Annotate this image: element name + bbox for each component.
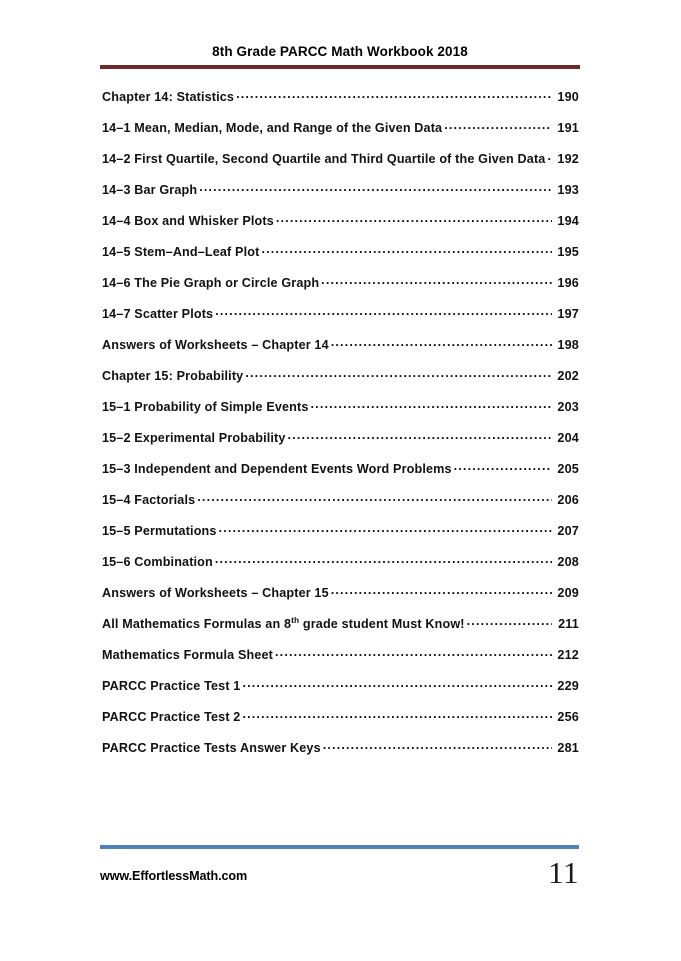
toc-entry-page-number: 193	[557, 182, 579, 197]
toc-entry-label: 15–6 Combination	[102, 554, 213, 569]
toc-entry-page-number: 211	[558, 616, 579, 631]
toc-entry-label: PARCC Practice Test 2	[102, 709, 241, 724]
toc-entry-label: Answers of Worksheets – Chapter 15	[102, 585, 329, 600]
toc-entry-page-number: 198	[557, 337, 579, 352]
toc-entry-page-number: 203	[557, 399, 579, 414]
toc-entry[interactable]	[102, 708, 579, 739]
toc-entry-page-number: 205	[557, 461, 579, 476]
toc-entry[interactable]	[102, 553, 579, 584]
toc-dot-leader	[467, 615, 552, 628]
toc-entry-label: 14–4 Box and Whisker Plots	[102, 213, 274, 228]
toc-entry-label: PARCC Practice Tests Answer Keys	[102, 740, 321, 755]
toc-dot-leader	[276, 212, 552, 225]
toc-entry-page-number: 192	[557, 151, 579, 166]
toc-entry-label: 15–4 Factorials	[102, 492, 196, 507]
toc-entry-label: 14–3 Bar Graph	[102, 182, 198, 197]
toc-dot-leader	[331, 584, 552, 597]
page-header	[100, 44, 580, 69]
toc-entry-label: 14–5 Stem–And–Leaf Plot	[102, 244, 260, 259]
toc-entry[interactable]	[102, 460, 579, 491]
toc-entry-page-number: 202	[557, 368, 579, 383]
toc-entry-label: 15–5 Permutations	[102, 523, 217, 538]
footer-row	[100, 855, 579, 895]
toc-dot-leader	[242, 708, 552, 721]
toc-dot-leader	[288, 429, 552, 442]
toc-entry[interactable]	[102, 212, 579, 243]
toc-dot-leader	[547, 150, 552, 163]
toc-entry-page-number: 191	[557, 120, 579, 135]
toc-entry-label: 14–1 Mean, Median, Mode, and Range of the Given Data	[102, 120, 443, 135]
toc-dot-leader	[197, 491, 552, 504]
footer-page-number: 11	[548, 855, 579, 890]
toc-entry-label: 15–2 Experimental Probability	[102, 430, 286, 445]
toc-entry-label: 14–7 Scatter Plots	[102, 306, 214, 321]
toc-entry[interactable]	[102, 739, 579, 770]
toc-entry-page-number: 197	[557, 306, 579, 321]
toc-dot-leader	[199, 181, 552, 194]
toc-entry-page-number: 281	[557, 740, 579, 755]
toc-entry-page-number: 194	[557, 213, 579, 228]
toc-entry-label: 15–1 Probability of Simple Events	[102, 399, 309, 414]
toc-dot-leader	[215, 305, 552, 318]
toc-entry[interactable]	[102, 615, 579, 646]
toc-dot-leader	[275, 646, 552, 659]
toc-entry-page-number: 208	[557, 554, 579, 569]
toc-entry[interactable]	[102, 150, 579, 181]
header-divider	[100, 65, 580, 69]
toc-dot-leader	[444, 119, 552, 132]
toc-entry-page-number: 206	[557, 492, 579, 507]
toc-entry-page-number: 212	[557, 647, 579, 662]
toc-dot-leader	[331, 336, 552, 349]
toc-entry-page-number: 196	[557, 275, 579, 290]
toc-entry-label: Chapter 14: Statistics	[102, 89, 235, 104]
toc-entry-page-number: 209	[557, 585, 579, 600]
toc-entry-label: PARCC Practice Test 1	[102, 678, 241, 693]
toc-entry[interactable]	[102, 491, 579, 522]
toc-dot-leader	[454, 460, 552, 473]
toc-entry[interactable]	[102, 429, 579, 460]
toc-entry[interactable]	[102, 305, 579, 336]
toc-entry-label: 14–2 First Quartile, Second Quartile and Third Quartile of the Given Data	[102, 151, 546, 166]
toc-entry-label: Answers of Worksheets – Chapter 14	[102, 337, 329, 352]
toc-entry[interactable]	[102, 522, 579, 553]
toc-dot-leader	[323, 739, 552, 752]
toc-entry[interactable]	[102, 88, 579, 119]
page-footer	[100, 845, 579, 895]
toc-entry-page-number: 190	[557, 89, 579, 104]
toc-entry-label: 15–3 Independent and Dependent Events Word Problems	[102, 461, 452, 476]
toc-dot-leader	[242, 677, 552, 690]
footer-website[interactable]: www.EffortlessMath.com	[100, 869, 248, 883]
toc-entry-label: Mathematics Formula Sheet	[102, 647, 274, 662]
toc-entry-page-number: 256	[557, 709, 579, 724]
toc-entry[interactable]	[102, 119, 579, 150]
toc-entry-label: All Mathematics Formulas an 8th grade student Must Know!	[102, 614, 465, 631]
header-title: 8th Grade PARCC Math Workbook 2018	[212, 44, 468, 59]
table-of-contents	[102, 88, 579, 770]
toc-dot-leader	[321, 274, 552, 287]
toc-dot-leader	[245, 367, 552, 380]
toc-entry-page-number: 207	[557, 523, 579, 538]
toc-dot-leader	[219, 522, 552, 535]
toc-dot-leader	[236, 88, 552, 101]
toc-entry[interactable]	[102, 646, 579, 677]
toc-entry[interactable]	[102, 367, 579, 398]
toc-entry-page-number: 195	[557, 244, 579, 259]
toc-entry-label: 14–6 The Pie Graph or Circle Graph	[102, 275, 320, 290]
toc-entry[interactable]	[102, 398, 579, 429]
toc-entry[interactable]	[102, 677, 579, 708]
toc-dot-leader	[261, 243, 552, 256]
toc-dot-leader	[215, 553, 552, 566]
toc-entry-superscript: th	[291, 614, 300, 625]
toc-entry-label: Chapter 15: Probability	[102, 368, 244, 383]
toc-entry[interactable]	[102, 181, 579, 212]
footer-divider	[100, 845, 579, 849]
toc-entry-page-number: 204	[557, 430, 579, 445]
toc-entry[interactable]	[102, 584, 579, 615]
toc-dot-leader	[311, 398, 552, 411]
toc-entry[interactable]	[102, 243, 579, 274]
toc-entry[interactable]	[102, 336, 579, 367]
toc-entry-page-number: 229	[557, 678, 579, 693]
toc-entry[interactable]	[102, 274, 579, 305]
